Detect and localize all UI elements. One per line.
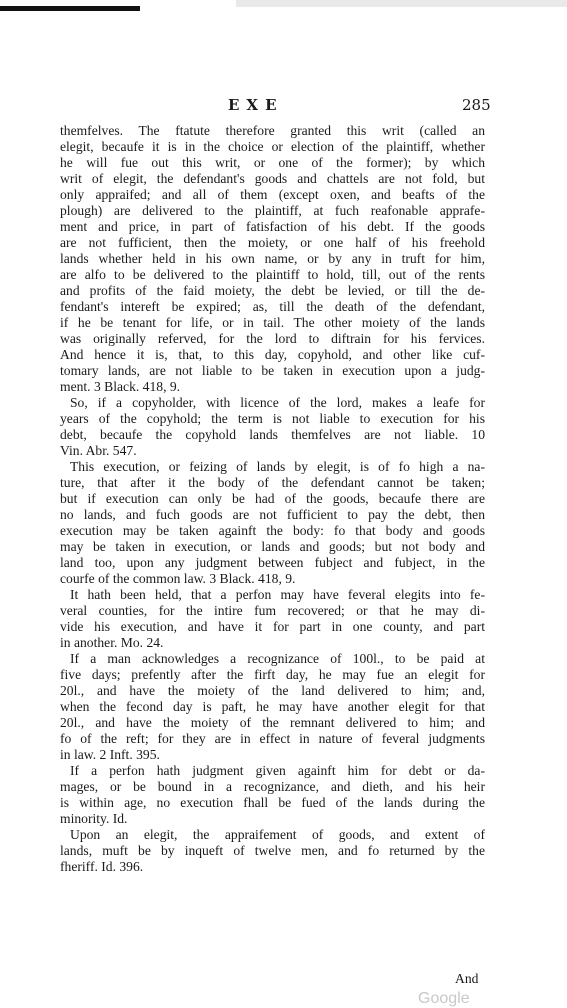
text-line: but if execution can only be had of the goods, becaufe there are	[60, 491, 485, 506]
catchword: And	[455, 971, 479, 986]
text-line: 20l., and have the moiety of the land delivered to him; and,	[60, 683, 485, 698]
text-line: execution may be taken againft the body: fo that body and goods	[60, 523, 485, 538]
text-line: mages, or be bound in a recognizance, and dieth, and his heir	[60, 779, 485, 794]
text-line: and profits of the faid moiety, the debt be levied, or till the de-	[60, 283, 485, 298]
text-line: in law. 2 Inft. 395.	[60, 747, 160, 762]
text-block	[60, 123, 485, 875]
text-line: land too, upon any judgment between fubject and fubject, in the	[60, 555, 485, 570]
running-title: EXE	[228, 96, 284, 114]
text-line: five days; prefently after the firft day, he may fue an elegit for	[60, 667, 485, 682]
text-line: courfe of the common law. 3 Black. 418, 9.	[60, 571, 296, 586]
paragraph	[60, 123, 485, 395]
text-line: If a man acknowledges a recognizance of 100l., to be paid at	[70, 651, 485, 666]
text-line: This execution, or feizing of lands by elegit, is of fo high a na-	[70, 459, 485, 474]
paragraph	[60, 651, 485, 763]
text-line: tomary lands, are not liable to be taken in execution upon a judg-	[60, 363, 485, 378]
text-line: ment and price, in part of fatisfaction of his debt. If the goods	[60, 219, 485, 234]
paragraph	[60, 827, 485, 875]
text-line: It hath been held, that a perfon may have feveral elegits into fe-	[70, 587, 485, 602]
text-line: Vin. Abr. 547.	[60, 443, 137, 458]
paragraph	[60, 395, 485, 459]
text-line: ment. 3 Black. 418, 9.	[60, 379, 181, 394]
text-line: debt, becaufe the copyhold lands themfelves are not liable. 10	[60, 427, 485, 442]
text-line: fo of the reft; for they are in effect in nature of feveral judgments	[60, 731, 485, 746]
text-line: ture, that after it the body of the defendant cannot be taken;	[60, 475, 485, 490]
text-line: when the fecond day is paft, he may have another elegit for that	[60, 699, 485, 714]
text-line: are alfo to be delivered to the plaintiff to hold, till, out of the rents	[60, 267, 485, 282]
text-line: if he be tenant for life, or in tail. The other moiety of the lands	[60, 315, 485, 330]
paragraph	[60, 763, 485, 827]
text-line: lands, muft be by inqueft of twelve men, and fo returned by the	[60, 843, 485, 858]
running-header	[0, 96, 567, 120]
scan-shade	[236, 0, 567, 7]
text-line: he will fue out this writ, or one of the former); by which	[60, 155, 485, 170]
scan-top-edge	[0, 0, 567, 10]
text-line: writ of elegit, the defendant's goods and chattels are not fold, but	[60, 171, 485, 186]
text-line: themfelves. The ftatute therefore granted this writ (called an	[60, 123, 485, 138]
text-line: years of the copyhold; the term is not liable to execution for his	[60, 411, 485, 426]
text-line: are not fufficient, then the moiety, or one half of his freehold	[60, 235, 485, 250]
paragraph	[60, 459, 485, 587]
text-line: elegit, becaufe it is in the choice or election of the plaintiff, whether	[60, 139, 485, 154]
text-line: vide his execution, and have it for part in one county, and part	[60, 619, 485, 634]
text-line: If a perfon hath judgment given againft him for debt or da-	[70, 763, 485, 778]
text-line: minority. Id.	[60, 811, 128, 826]
text-line: fheriff. Id. 396.	[60, 859, 144, 874]
text-line: So, if a copyholder, with licence of the lord, makes a leafe for	[70, 395, 485, 410]
text-line: is within age, no execution fhall be fued of the lands during the	[60, 795, 485, 810]
text-line: And hence it is, that, to this day, copyhold, and other like cuf-	[60, 347, 485, 362]
scan-rule-mark	[0, 6, 140, 11]
text-line: plough) are delivered to the plaintiff, at fuch reafonable apprafe-	[60, 203, 485, 218]
watermark: Google	[418, 990, 470, 1007]
text-line: only appraifed; and all of them (except oxen, and beafts of the	[60, 187, 485, 202]
text-line: veral counties, for the intire fum recovered; or that he may di-	[60, 603, 485, 618]
text-line: fendant's intereft be expired; as, till the death of the defendant,	[60, 299, 485, 314]
text-line: in another. Mo. 24.	[60, 635, 164, 650]
paragraph	[60, 587, 485, 651]
text-line: no lands, and fuch goods are not fufficient to pay the debt, then	[60, 507, 485, 522]
text-line: was originally referved, for the lord to diftrain for his fervices.	[60, 331, 485, 346]
text-line: 20l., and have the moiety of the remnant delivered to him; and	[60, 715, 485, 730]
page-number: 285	[462, 96, 491, 114]
text-line: Upon an elegit, the appraifement of goods, and extent of	[70, 827, 485, 842]
text-line: may be taken in execution, or lands and goods; but not body and	[60, 539, 485, 554]
text-line: lands whether held in his own name, or by any in truft for him,	[60, 251, 485, 266]
